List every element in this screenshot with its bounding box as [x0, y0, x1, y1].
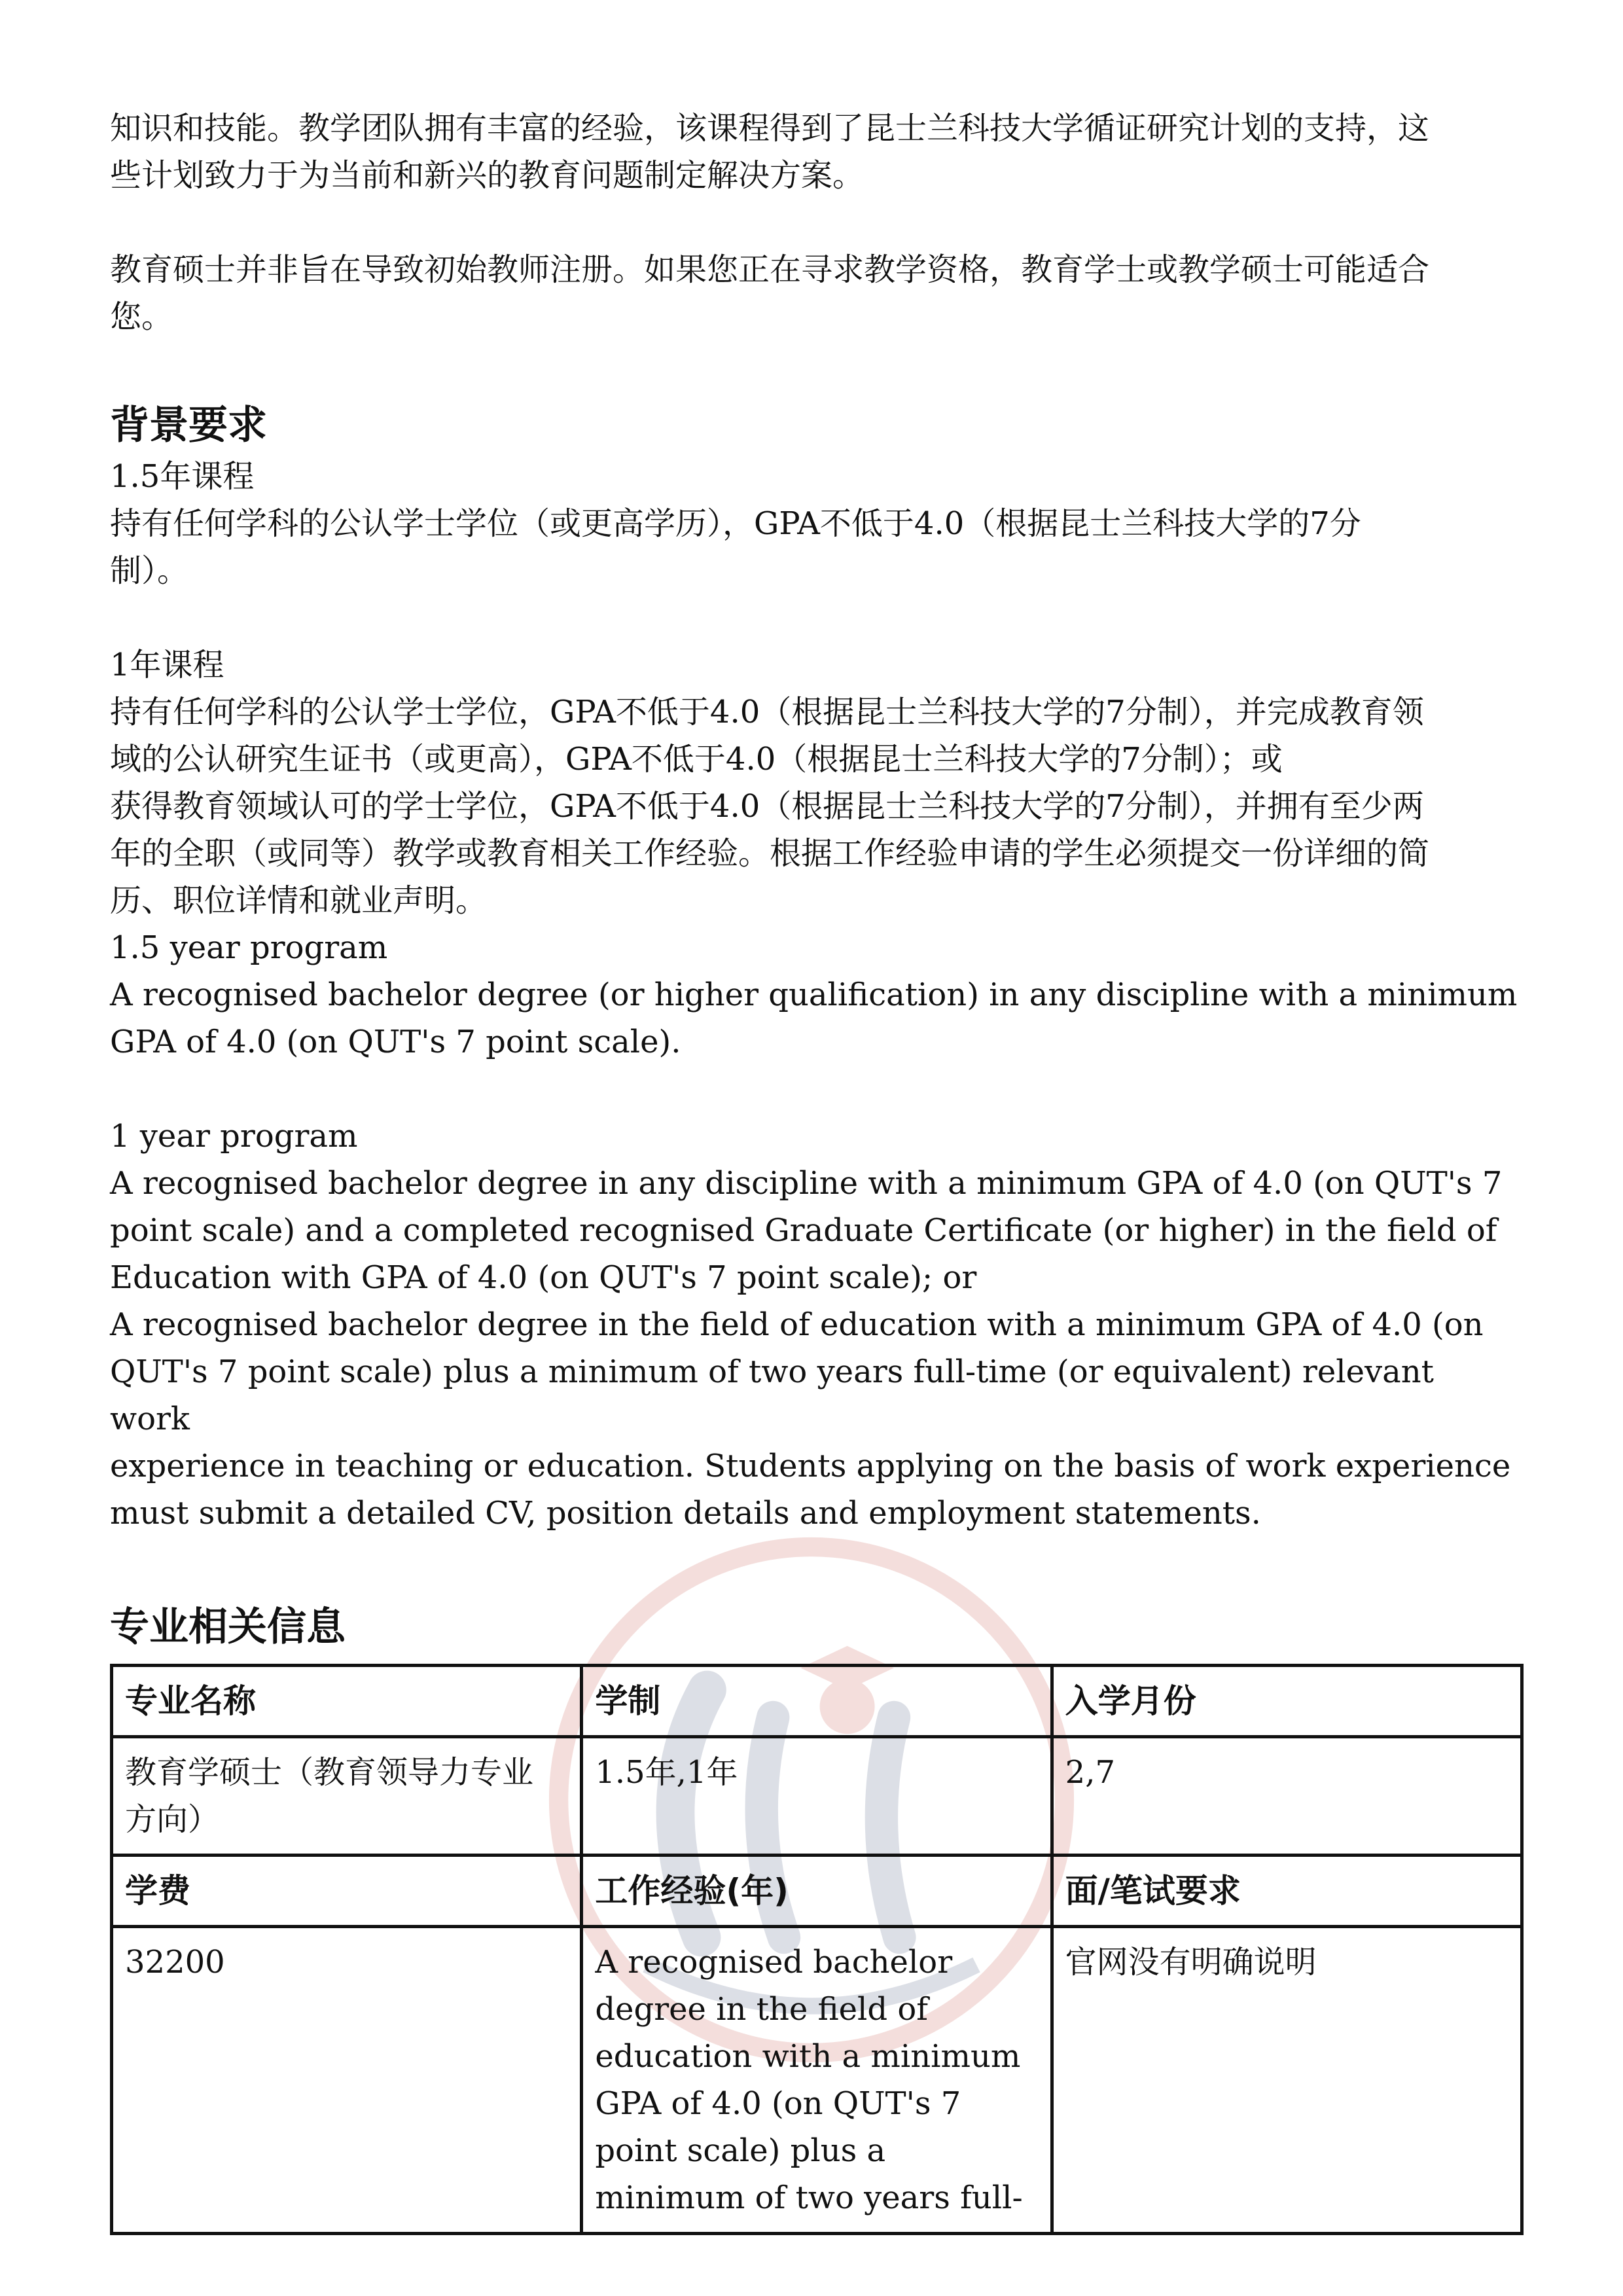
duration-cell: 1.5年,1年 [582, 1737, 1052, 1856]
background-cn-15: 1.5年课程 持有任何学科的公认学士学位（或更高学历），GPA不低于4.0（根据昆士兰科技大学的7分 制）。 [110, 458, 1361, 589]
background-cn-1: 1年课程 持有任何学科的公认学士学位，GPA不低于4.0（根据昆士兰科技大学的7分制），并完成教育领 域的公认研究生证书（或更高），GPA不低于4.0（根据昆士兰科技大学的7分制）；或 获得教育领域认可的学士学位，GPA不低于4.0（根据昆士兰科技大学的7分制），并拥有至少两 年的全职（或同等）教学或教育相关工作经验。根据工作经验申请的学生必须提交一份详细的简 历、职位详情和就业声明。 [110, 647, 1430, 919]
header-tuition: 学费 [112, 1856, 582, 1927]
interview-cell: 官网没有明确说明 [1052, 1927, 1522, 2234]
header-work-experience: 工作经验(年) [582, 1856, 1052, 1927]
header-interview: 面/笔试要求 [1052, 1856, 1522, 1927]
document-page [110, 105, 1524, 2235]
table-header-row [112, 1666, 1522, 1737]
work-experience-cell: A recognised bachelor degree in the field of education with a minimum GPA of 4.0 (on QUT's 7 point scale) plus a minimum of two years full- [582, 1927, 1052, 2234]
tuition-cell: 32200 [112, 1927, 582, 2234]
header-duration: 学制 [582, 1666, 1052, 1737]
intro-paragraph: 知识和技能。教学团队拥有丰富的经验，该课程得到了昆士兰科技大学循证研究计划的支持，这 些计划致力于为当前和新兴的教育问题制定解决方案。 [110, 110, 1430, 194]
intake-cell: 2,7 [1052, 1737, 1522, 1856]
background-en-1: 1 year program A recognised bachelor degree in any discipline with a minimum GPA of 4.0 (on QUT's 7 point scale) and a completed recognised Graduate Certificate (or higher) in the field of Education with GPA of 4.0 (on QUT's 7 point scale); or A recognised bachelor degree in the field of education with a minimum GPA of 4.0 (on QUT's 7 point scale) plus a minimum of two years full-time (or equivalent) relevant work experience in teaching or education. Students applying on the basis of work experience must submit a detailed CV, position details and employment statements. [110, 1118, 1511, 1532]
program-info-heading: 专业相关信息 [110, 1604, 346, 1650]
intro-note: 教育硕士并非旨在导致初始教师注册。如果您正在寻求教学资格，教育学士或教学硕士可能适合 您。 [110, 251, 1430, 335]
program-info-table [110, 1664, 1524, 2235]
header-program-name: 专业名称 [112, 1666, 582, 1737]
table-row [112, 1737, 1522, 1856]
program-name-cell: 教育学硕士（教育领导力专业 方向） [112, 1737, 582, 1856]
background-heading: 背景要求 [110, 403, 267, 448]
table-row [112, 1927, 1522, 2234]
header-intake: 入学月份 [1052, 1666, 1522, 1737]
background-en-15: 1.5 year program A recognised bachelor degree (or higher qualification) in any discipline with a minimum GPA of 4.0 (on QUT's 7 point scale). [110, 929, 1518, 1060]
table-header-row [112, 1856, 1522, 1927]
